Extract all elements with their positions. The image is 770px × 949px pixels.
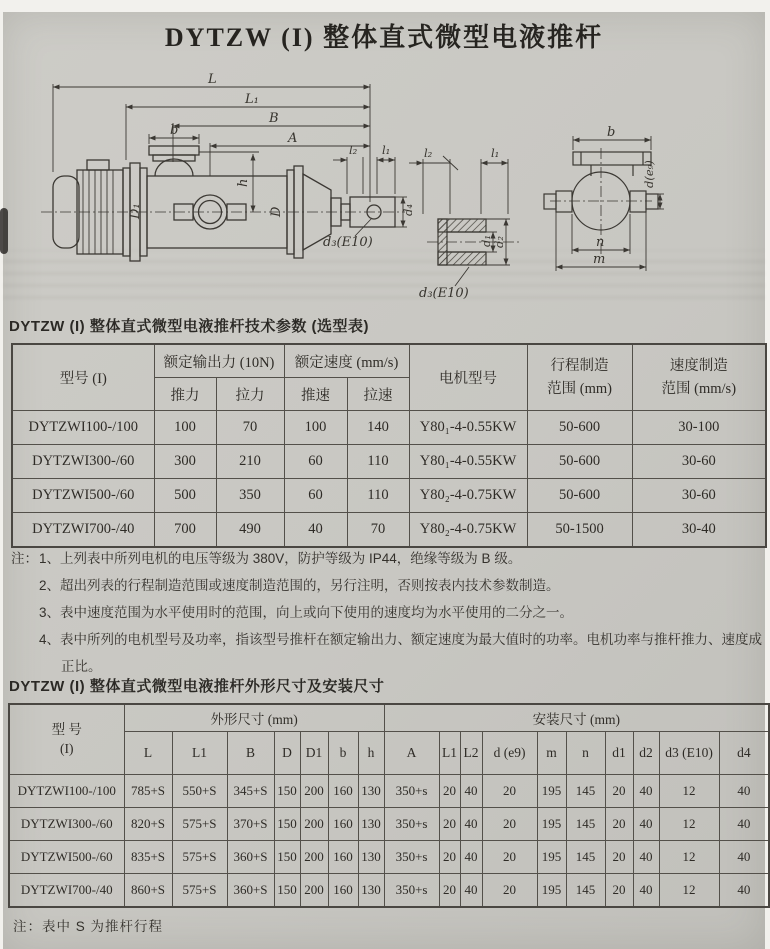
dim-label-L1: L₁ [245, 92, 259, 107]
col-header-D: D [274, 732, 300, 775]
value-cell: 20 [482, 874, 537, 908]
dim-label-d1: d₁ [479, 235, 493, 247]
value-cell: 40 [460, 874, 482, 908]
value-cell: 70 [347, 513, 409, 548]
table-row [9, 874, 769, 908]
value-cell: 110 [347, 479, 409, 513]
value-cell: 210 [216, 445, 284, 479]
value-cell: 360+S [227, 874, 274, 908]
value-cell: 60 [284, 479, 347, 513]
col-group-rated-force: 额定输出力 (10N) [154, 344, 284, 378]
col-header-b: b [328, 732, 358, 775]
col-header-model: 型号 (I) [12, 344, 154, 411]
value-cell: 20 [482, 841, 537, 874]
col-header-d3-E10: d3 (E10) [659, 732, 719, 775]
table-row [12, 513, 766, 548]
value-cell: 30-100 [632, 411, 766, 445]
value-cell: 785+S [124, 775, 172, 808]
value-cell: 50-600 [527, 445, 632, 479]
table-row [12, 411, 766, 445]
model-cell: DYTZWI500-/60 [12, 479, 154, 513]
value-cell: 345+S [227, 775, 274, 808]
value-cell: 20 [439, 841, 460, 874]
value-cell: Y80₂-4-0.75KW [409, 513, 527, 548]
model-cell: DYTZWI500-/60 [9, 841, 124, 874]
value-cell: 12 [659, 841, 719, 874]
value-cell: 100 [284, 411, 347, 445]
paper-background [3, 12, 765, 949]
value-cell: 20 [605, 874, 633, 908]
value-cell: 40 [633, 841, 659, 874]
value-cell: 160 [328, 841, 358, 874]
value-cell: 40 [633, 775, 659, 808]
value-cell: 12 [659, 808, 719, 841]
col-header-d2: d2 [633, 732, 659, 775]
dim-label-n: n [596, 235, 605, 250]
col-header-D1: D1 [300, 732, 328, 775]
footnote: 注：表中 S 为推杆行程 [13, 919, 164, 934]
col-header-d1: d1 [605, 732, 633, 775]
value-cell: 110 [347, 445, 409, 479]
value-cell: 20 [482, 808, 537, 841]
value-cell: 350+s [384, 841, 439, 874]
dimension-table [8, 703, 770, 908]
value-cell: 60 [284, 445, 347, 479]
value-cell: 145 [566, 808, 605, 841]
dim-label-m: m [593, 252, 606, 267]
value-cell: 20 [439, 874, 460, 908]
value-cell: 40 [719, 808, 769, 841]
value-cell: 195 [537, 874, 566, 908]
col-header-stroke-range [527, 344, 632, 411]
value-cell: 40 [633, 808, 659, 841]
col-header-push-speed: 推速 [284, 378, 347, 411]
col-header-motor: 电机型号 [409, 344, 527, 411]
value-cell: 30-40 [632, 513, 766, 548]
value-cell: 200 [300, 808, 328, 841]
dim-label-l2: l₂ [424, 146, 433, 160]
value-cell: 40 [719, 841, 769, 874]
dim-label-D: D [269, 206, 284, 217]
col-header-L1-install: L1 [439, 732, 460, 775]
note-item: 1、上列表中所列电机的电压等级为 380V，防护等级为 IP44，绝缘等级为 B 级。 [39, 551, 522, 566]
value-cell: Y80₁-4-0.55KW [409, 445, 527, 479]
note-item: 2、超出列表的行程制造范围或速度制造范围的，另行注明，否则按表内技术参数制造。 [39, 578, 560, 593]
dim-label-B: B [269, 111, 279, 126]
col-header-B: B [227, 732, 274, 775]
value-cell: 50-1500 [527, 513, 632, 548]
value-cell: 200 [300, 874, 328, 908]
value-cell: 40 [460, 775, 482, 808]
col-header-speed-range [632, 344, 766, 411]
table-row [9, 841, 769, 874]
stroke-range-line2: 范围 (mm) [547, 380, 612, 397]
value-cell: 130 [358, 808, 384, 841]
model-cell: DYTZWI100-/100 [9, 775, 124, 808]
value-cell: 350+s [384, 775, 439, 808]
value-cell: 12 [659, 775, 719, 808]
speed-range-line2: 范围 (mm/s) [661, 380, 737, 397]
model-header-line1: 型 号 [51, 721, 82, 737]
col-header-d-e9: d (e9) [482, 732, 537, 775]
technical-drawing [3, 64, 770, 312]
dim-label-d3: d₃(E10) [419, 286, 469, 301]
dim-label-de9: d(e₉) [642, 160, 656, 188]
value-cell: 350+s [384, 874, 439, 908]
value-cell: 300 [154, 445, 216, 479]
value-cell: 350+s [384, 808, 439, 841]
dimension-table-body [9, 775, 769, 908]
dim-label-d2: d₂ [492, 236, 506, 248]
value-cell: 500 [154, 479, 216, 513]
note-item: 3、表中速度范围为水平使用时的范围，向上或向下使用的速度均为水平使用的二分之一。 [39, 605, 574, 620]
value-cell: 820+S [124, 808, 172, 841]
col-header-h: h [358, 732, 384, 775]
dim-label-L: L [208, 72, 217, 87]
value-cell: 12 [659, 874, 719, 908]
stroke-range-line1: 行程制造 [550, 358, 609, 375]
model-cell: DYTZWI300-/60 [9, 808, 124, 841]
value-cell: 40 [719, 775, 769, 808]
col-group-install-dims: 安装尺寸 (mm) [384, 704, 769, 732]
value-cell: 145 [566, 874, 605, 908]
dim-label-l1: l₁ [382, 143, 391, 157]
col-header-d4: d4 [719, 732, 769, 775]
value-cell: 195 [537, 841, 566, 874]
notes-prefix: 注： [11, 551, 38, 566]
dim-label-D1: D₁ [128, 203, 143, 219]
value-cell: Y80₁-4-0.55KW [409, 411, 527, 445]
model-cell: DYTZWI100-/100 [12, 411, 154, 445]
spec-table [11, 343, 767, 548]
speed-range-line1: 速度制造 [669, 358, 728, 375]
col-header-push-force: 推力 [154, 378, 216, 411]
value-cell: 20 [439, 775, 460, 808]
value-cell: 195 [537, 775, 566, 808]
model-cell: DYTZWI300-/60 [12, 445, 154, 479]
value-cell: 130 [358, 775, 384, 808]
value-cell: 200 [300, 841, 328, 874]
value-cell: 195 [537, 808, 566, 841]
col-header-n: n [566, 732, 605, 775]
value-cell: 20 [482, 775, 537, 808]
value-cell: 30-60 [632, 445, 766, 479]
header-row-groups [12, 344, 766, 378]
value-cell: 350 [216, 479, 284, 513]
model-cell: DYTZWI700-/40 [12, 513, 154, 548]
col-header-pull-force: 拉力 [216, 378, 284, 411]
value-cell: 700 [154, 513, 216, 548]
dim-label-h: h [236, 178, 251, 187]
model-header-line2: (I) [60, 740, 74, 756]
value-cell: 20 [605, 808, 633, 841]
table-row [9, 808, 769, 841]
value-cell: 145 [566, 841, 605, 874]
page-title: DYTZW (I) 整体直式微型电液推杆 [164, 23, 604, 52]
table2-caption: DYTZW (I) 整体直式微型电液推杆外形尺寸及安装尺寸 [9, 678, 385, 695]
col-header-A: A [384, 732, 439, 775]
col-header-m: m [537, 732, 566, 775]
col-group-outline-dims: 外形尺寸 (mm) [124, 704, 384, 732]
value-cell: 835+S [124, 841, 172, 874]
dim-label-b: b [607, 125, 616, 140]
value-cell: 575+S [172, 874, 227, 908]
value-cell: 370+S [227, 808, 274, 841]
value-cell: 200 [300, 775, 328, 808]
value-cell: 100 [154, 411, 216, 445]
col-header-model [9, 704, 124, 775]
notes-block [11, 545, 763, 680]
col-header-L1: L1 [172, 732, 227, 775]
col-group-rated-speed: 额定速度 (mm/s) [284, 344, 409, 378]
dimension-table-head [9, 704, 769, 775]
table1-caption: DYTZW (I) 整体直式微型电液推杆技术参数 (选型表) [9, 318, 369, 335]
notes-list [11, 545, 763, 680]
spec-table-head [12, 344, 766, 411]
spec-table-body [12, 411, 766, 548]
header-row-groups [9, 704, 769, 732]
header-row-sub [9, 732, 769, 775]
value-cell: 150 [274, 808, 300, 841]
value-cell: 160 [328, 775, 358, 808]
value-cell: 30-60 [632, 479, 766, 513]
dim-label-d3: d₃(E10) [323, 235, 373, 250]
col-header-L2: L2 [460, 732, 482, 775]
table-row [12, 479, 766, 513]
value-cell: 160 [328, 874, 358, 908]
model-cell: DYTZWI700-/40 [9, 874, 124, 908]
value-cell: 40 [719, 874, 769, 908]
value-cell: 150 [274, 775, 300, 808]
value-cell: 550+S [172, 775, 227, 808]
table-row [9, 775, 769, 808]
table-row [12, 445, 766, 479]
value-cell: 40 [460, 808, 482, 841]
value-cell: 490 [216, 513, 284, 548]
value-cell: 50-600 [527, 411, 632, 445]
value-cell: 150 [274, 841, 300, 874]
value-cell: 70 [216, 411, 284, 445]
value-cell: Y80₂-4-0.75KW [409, 479, 527, 513]
value-cell: 130 [358, 841, 384, 874]
dim-label-l2: l₂ [349, 143, 358, 157]
value-cell: 40 [633, 874, 659, 908]
value-cell: 145 [566, 775, 605, 808]
note-item: 4、表中所列的电机型号及功率，指该型号推杆在额定输出力、额定速度为最大值时的功率。电机功率与推杆推力、速度成正比。 [39, 632, 763, 674]
value-cell: 20 [605, 775, 633, 808]
value-cell: 20 [605, 841, 633, 874]
value-cell: 150 [274, 874, 300, 908]
value-cell: 575+S [172, 808, 227, 841]
col-header-L: L [124, 732, 172, 775]
dim-label-b: b [170, 123, 179, 138]
value-cell: 20 [439, 808, 460, 841]
dim-label-d4: d₄ [401, 204, 415, 216]
value-cell: 40 [284, 513, 347, 548]
value-cell: 160 [328, 808, 358, 841]
value-cell: 140 [347, 411, 409, 445]
col-header-pull-speed: 拉速 [347, 378, 409, 411]
value-cell: 575+S [172, 841, 227, 874]
value-cell: 130 [358, 874, 384, 908]
dim-label-l1: l₁ [491, 146, 500, 160]
value-cell: 360+S [227, 841, 274, 874]
value-cell: 860+S [124, 874, 172, 908]
value-cell: 50-600 [527, 479, 632, 513]
dim-label-A: A [288, 131, 298, 146]
value-cell: 40 [460, 841, 482, 874]
